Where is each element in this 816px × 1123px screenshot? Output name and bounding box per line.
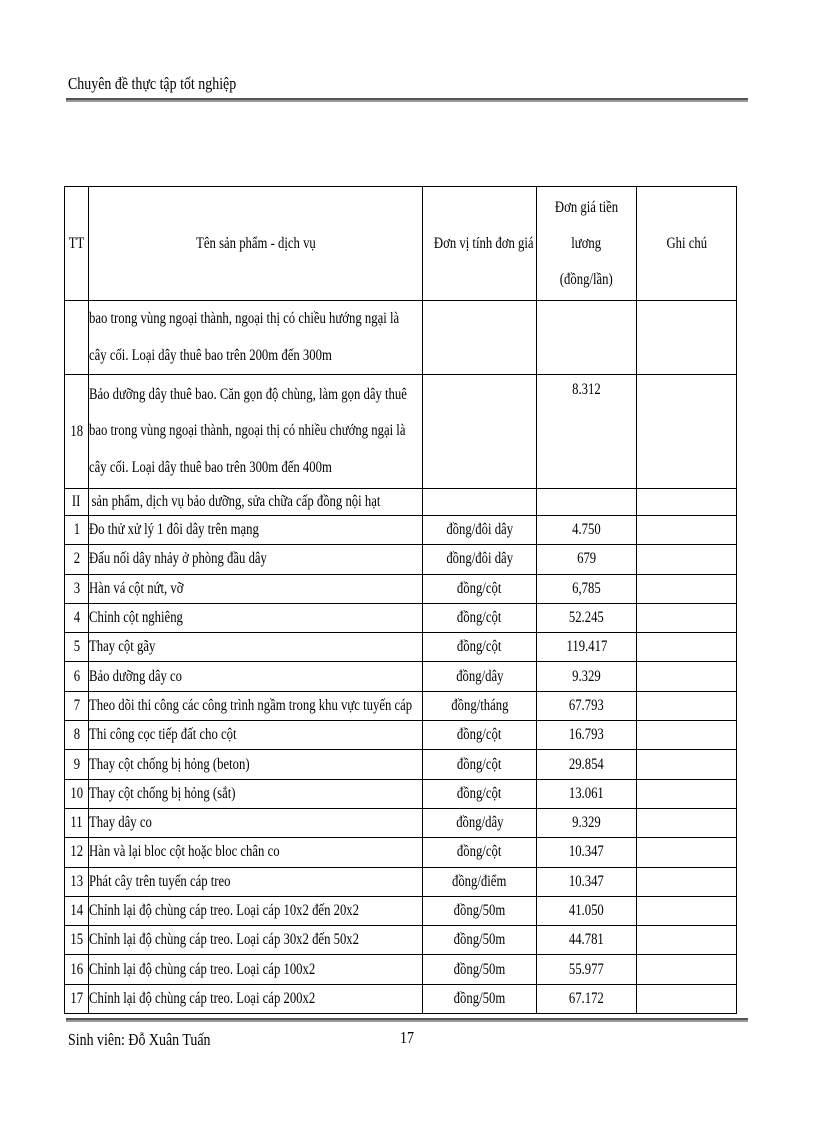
table-row bbox=[65, 896, 737, 925]
row-18-description: Bảo dưỡng dây thuê bao. Căn gọn độ chùng, làm gọn dây thuê bao trong vùng ngoại thành, ngoại thị có nhiều chướng ngại là cây cối. Loại dây thuê bao trên 300m đến 400m bbox=[89, 375, 423, 489]
row-note bbox=[637, 750, 737, 779]
row-price: 41.050 bbox=[537, 896, 637, 925]
row-name: Thay cột chống bị hỏng (beton) bbox=[89, 750, 423, 779]
section-title: sản phẩm, dịch vụ bảo dưỡng, sửa chữa cấp đồng nội hạt bbox=[89, 489, 423, 516]
row-price: 29.854 bbox=[537, 750, 637, 779]
row-note bbox=[637, 838, 737, 867]
row-unit: đồng/tháng bbox=[423, 691, 537, 720]
row-name: Hàn và lại bloc cột hoặc bloc chân co bbox=[89, 838, 423, 867]
row-unit: đồng/cột bbox=[423, 750, 537, 779]
row-number: 16 bbox=[65, 955, 89, 984]
table-row bbox=[65, 838, 737, 867]
price-header-line-1: Đơn giá tiền bbox=[554, 198, 619, 216]
row-unit: đồng/50m bbox=[423, 926, 537, 955]
table-row bbox=[65, 603, 737, 632]
row-name: Theo dõi thi công các công trình ngầm trong khu vực tuyến cáp bbox=[89, 691, 423, 720]
row-price: 67.793 bbox=[537, 691, 637, 720]
row-note bbox=[637, 808, 737, 837]
row-unit: đồng/dây bbox=[423, 662, 537, 691]
row-unit: đồng/cột bbox=[423, 574, 537, 603]
row-name: Chỉnh lại độ chùng cáp treo. Loại cáp 100x2 bbox=[89, 955, 423, 984]
table-row bbox=[65, 545, 737, 574]
row-price: 67.172 bbox=[537, 984, 637, 1013]
row-number: 1 bbox=[65, 516, 89, 545]
row-number: 15 bbox=[65, 926, 89, 955]
row-note bbox=[637, 633, 737, 662]
row-note bbox=[637, 691, 737, 720]
page-number: 17 bbox=[400, 1028, 414, 1047]
section-row bbox=[65, 489, 737, 516]
column-header-note: Ghi chú bbox=[637, 187, 737, 301]
row-name: Thay dây co bbox=[89, 808, 423, 837]
footer-student-name: Sinh viên: Đỗ Xuân Tuấn bbox=[68, 1030, 211, 1049]
row-number: 11 bbox=[65, 808, 89, 837]
row-18-number: 18 bbox=[65, 375, 89, 489]
row-unit: đồng/cột bbox=[423, 779, 537, 808]
row-number: 17 bbox=[65, 984, 89, 1013]
row-name: Bảo dưỡng dây co bbox=[89, 662, 423, 691]
row-name: Thay cột chống bị hỏng (sắt) bbox=[89, 779, 423, 808]
row-unit: đồng/cột bbox=[423, 633, 537, 662]
row-name: Chỉnh cột nghiêng bbox=[89, 603, 423, 632]
row-unit: đồng/50m bbox=[423, 984, 537, 1013]
row-price: 55.977 bbox=[537, 955, 637, 984]
row-number: 2 bbox=[65, 545, 89, 574]
price-header-line-2: lương bbox=[571, 234, 602, 252]
row-name: Thi công cọc tiếp đất cho cột bbox=[89, 721, 423, 750]
section-number: II bbox=[65, 489, 89, 516]
row-note bbox=[637, 603, 737, 632]
row-note bbox=[637, 955, 737, 984]
continued-item-description: bao trong vùng ngoại thành, ngoại thị có chiều hướng ngại là cây cối. Loại dây thuê bao trên 200m đến 300m bbox=[89, 301, 423, 375]
row-price: 16.793 bbox=[537, 721, 637, 750]
table-row bbox=[65, 662, 737, 691]
row-unit: đồng/dây bbox=[423, 808, 537, 837]
row-number: 3 bbox=[65, 574, 89, 603]
row-number: 5 bbox=[65, 633, 89, 662]
row-note bbox=[637, 867, 737, 896]
column-header-name: Tên sản phẩm - dịch vụ bbox=[89, 187, 423, 301]
header-rule bbox=[66, 98, 748, 102]
row-note bbox=[637, 779, 737, 808]
row-number: 13 bbox=[65, 867, 89, 896]
price-header-line-3: (đồng/lần) bbox=[560, 270, 613, 288]
table-row bbox=[65, 779, 737, 808]
row-price: 10.347 bbox=[537, 867, 637, 896]
row-price: 4.750 bbox=[537, 516, 637, 545]
row-number: 8 bbox=[65, 721, 89, 750]
row-note bbox=[637, 574, 737, 603]
row-name: Chỉnh lại độ chùng cáp treo. Loại cáp 30x2 đến 50x2 bbox=[89, 926, 423, 955]
table-row bbox=[65, 633, 737, 662]
row-unit: đồng/đôi dây bbox=[423, 516, 537, 545]
row-unit: đồng/cột bbox=[423, 603, 537, 632]
row-note bbox=[637, 926, 737, 955]
row-18-price: 8.312 bbox=[537, 375, 637, 489]
row-name: Phát cây trên tuyến cáp treo bbox=[89, 867, 423, 896]
row-unit: đồng/50m bbox=[423, 896, 537, 925]
row-number: 9 bbox=[65, 750, 89, 779]
footer-rule bbox=[66, 1018, 748, 1022]
row-number: 4 bbox=[65, 603, 89, 632]
row-unit: đồng/đôi dây bbox=[423, 545, 537, 574]
column-header-price bbox=[537, 187, 637, 301]
table-row bbox=[65, 750, 737, 779]
table-row bbox=[65, 955, 737, 984]
row-note bbox=[637, 984, 737, 1013]
row-note bbox=[637, 545, 737, 574]
table-row bbox=[65, 808, 737, 837]
table-row bbox=[65, 867, 737, 896]
row-unit: đồng/cột bbox=[423, 838, 537, 867]
row-price: 9.329 bbox=[537, 662, 637, 691]
row-price: 119.417 bbox=[537, 633, 637, 662]
row-number: 14 bbox=[65, 896, 89, 925]
price-table bbox=[64, 186, 737, 1014]
row-note bbox=[637, 662, 737, 691]
row-price: 13.061 bbox=[537, 779, 637, 808]
table-row-continued bbox=[65, 301, 737, 375]
row-price: 679 bbox=[537, 545, 637, 574]
row-name: Đấu nối dây nhảy ở phòng đầu dây bbox=[89, 545, 423, 574]
row-unit: đồng/cột bbox=[423, 721, 537, 750]
table-header-row bbox=[65, 187, 737, 301]
table-row-18 bbox=[65, 375, 737, 489]
row-price: 10.347 bbox=[537, 838, 637, 867]
row-name: Hàn vá cột nứt, vỡ bbox=[89, 574, 423, 603]
table-row bbox=[65, 926, 737, 955]
table-row bbox=[65, 516, 737, 545]
column-header-unit: Đơn vị tính đơn giá bbox=[423, 187, 537, 301]
row-price: 9.329 bbox=[537, 808, 637, 837]
table-row bbox=[65, 691, 737, 720]
row-price: 44.781 bbox=[537, 926, 637, 955]
table-row bbox=[65, 721, 737, 750]
row-price: 6,785 bbox=[537, 574, 637, 603]
row-name: Thay cột gãy bbox=[89, 633, 423, 662]
row-unit: đồng/điểm bbox=[423, 867, 537, 896]
row-number: 7 bbox=[65, 691, 89, 720]
row-note bbox=[637, 721, 737, 750]
row-note bbox=[637, 896, 737, 925]
row-unit: đồng/50m bbox=[423, 955, 537, 984]
row-note bbox=[637, 516, 737, 545]
table-row bbox=[65, 574, 737, 603]
table-row bbox=[65, 984, 737, 1013]
column-header-tt: TT bbox=[65, 187, 89, 301]
row-name: Chỉnh lại độ chùng cáp treo. Loại cáp 200x2 bbox=[89, 984, 423, 1013]
document-header-title: Chuyên đề thực tập tốt nghiệp bbox=[68, 74, 237, 93]
row-number: 6 bbox=[65, 662, 89, 691]
row-name: Chỉnh lại độ chùng cáp treo. Loại cáp 10x2 đến 20x2 bbox=[89, 896, 423, 925]
row-number: 10 bbox=[65, 779, 89, 808]
row-name: Đo thử xử lý 1 đôi dây trên mạng bbox=[89, 516, 423, 545]
row-number: 12 bbox=[65, 838, 89, 867]
row-price: 52.245 bbox=[537, 603, 637, 632]
